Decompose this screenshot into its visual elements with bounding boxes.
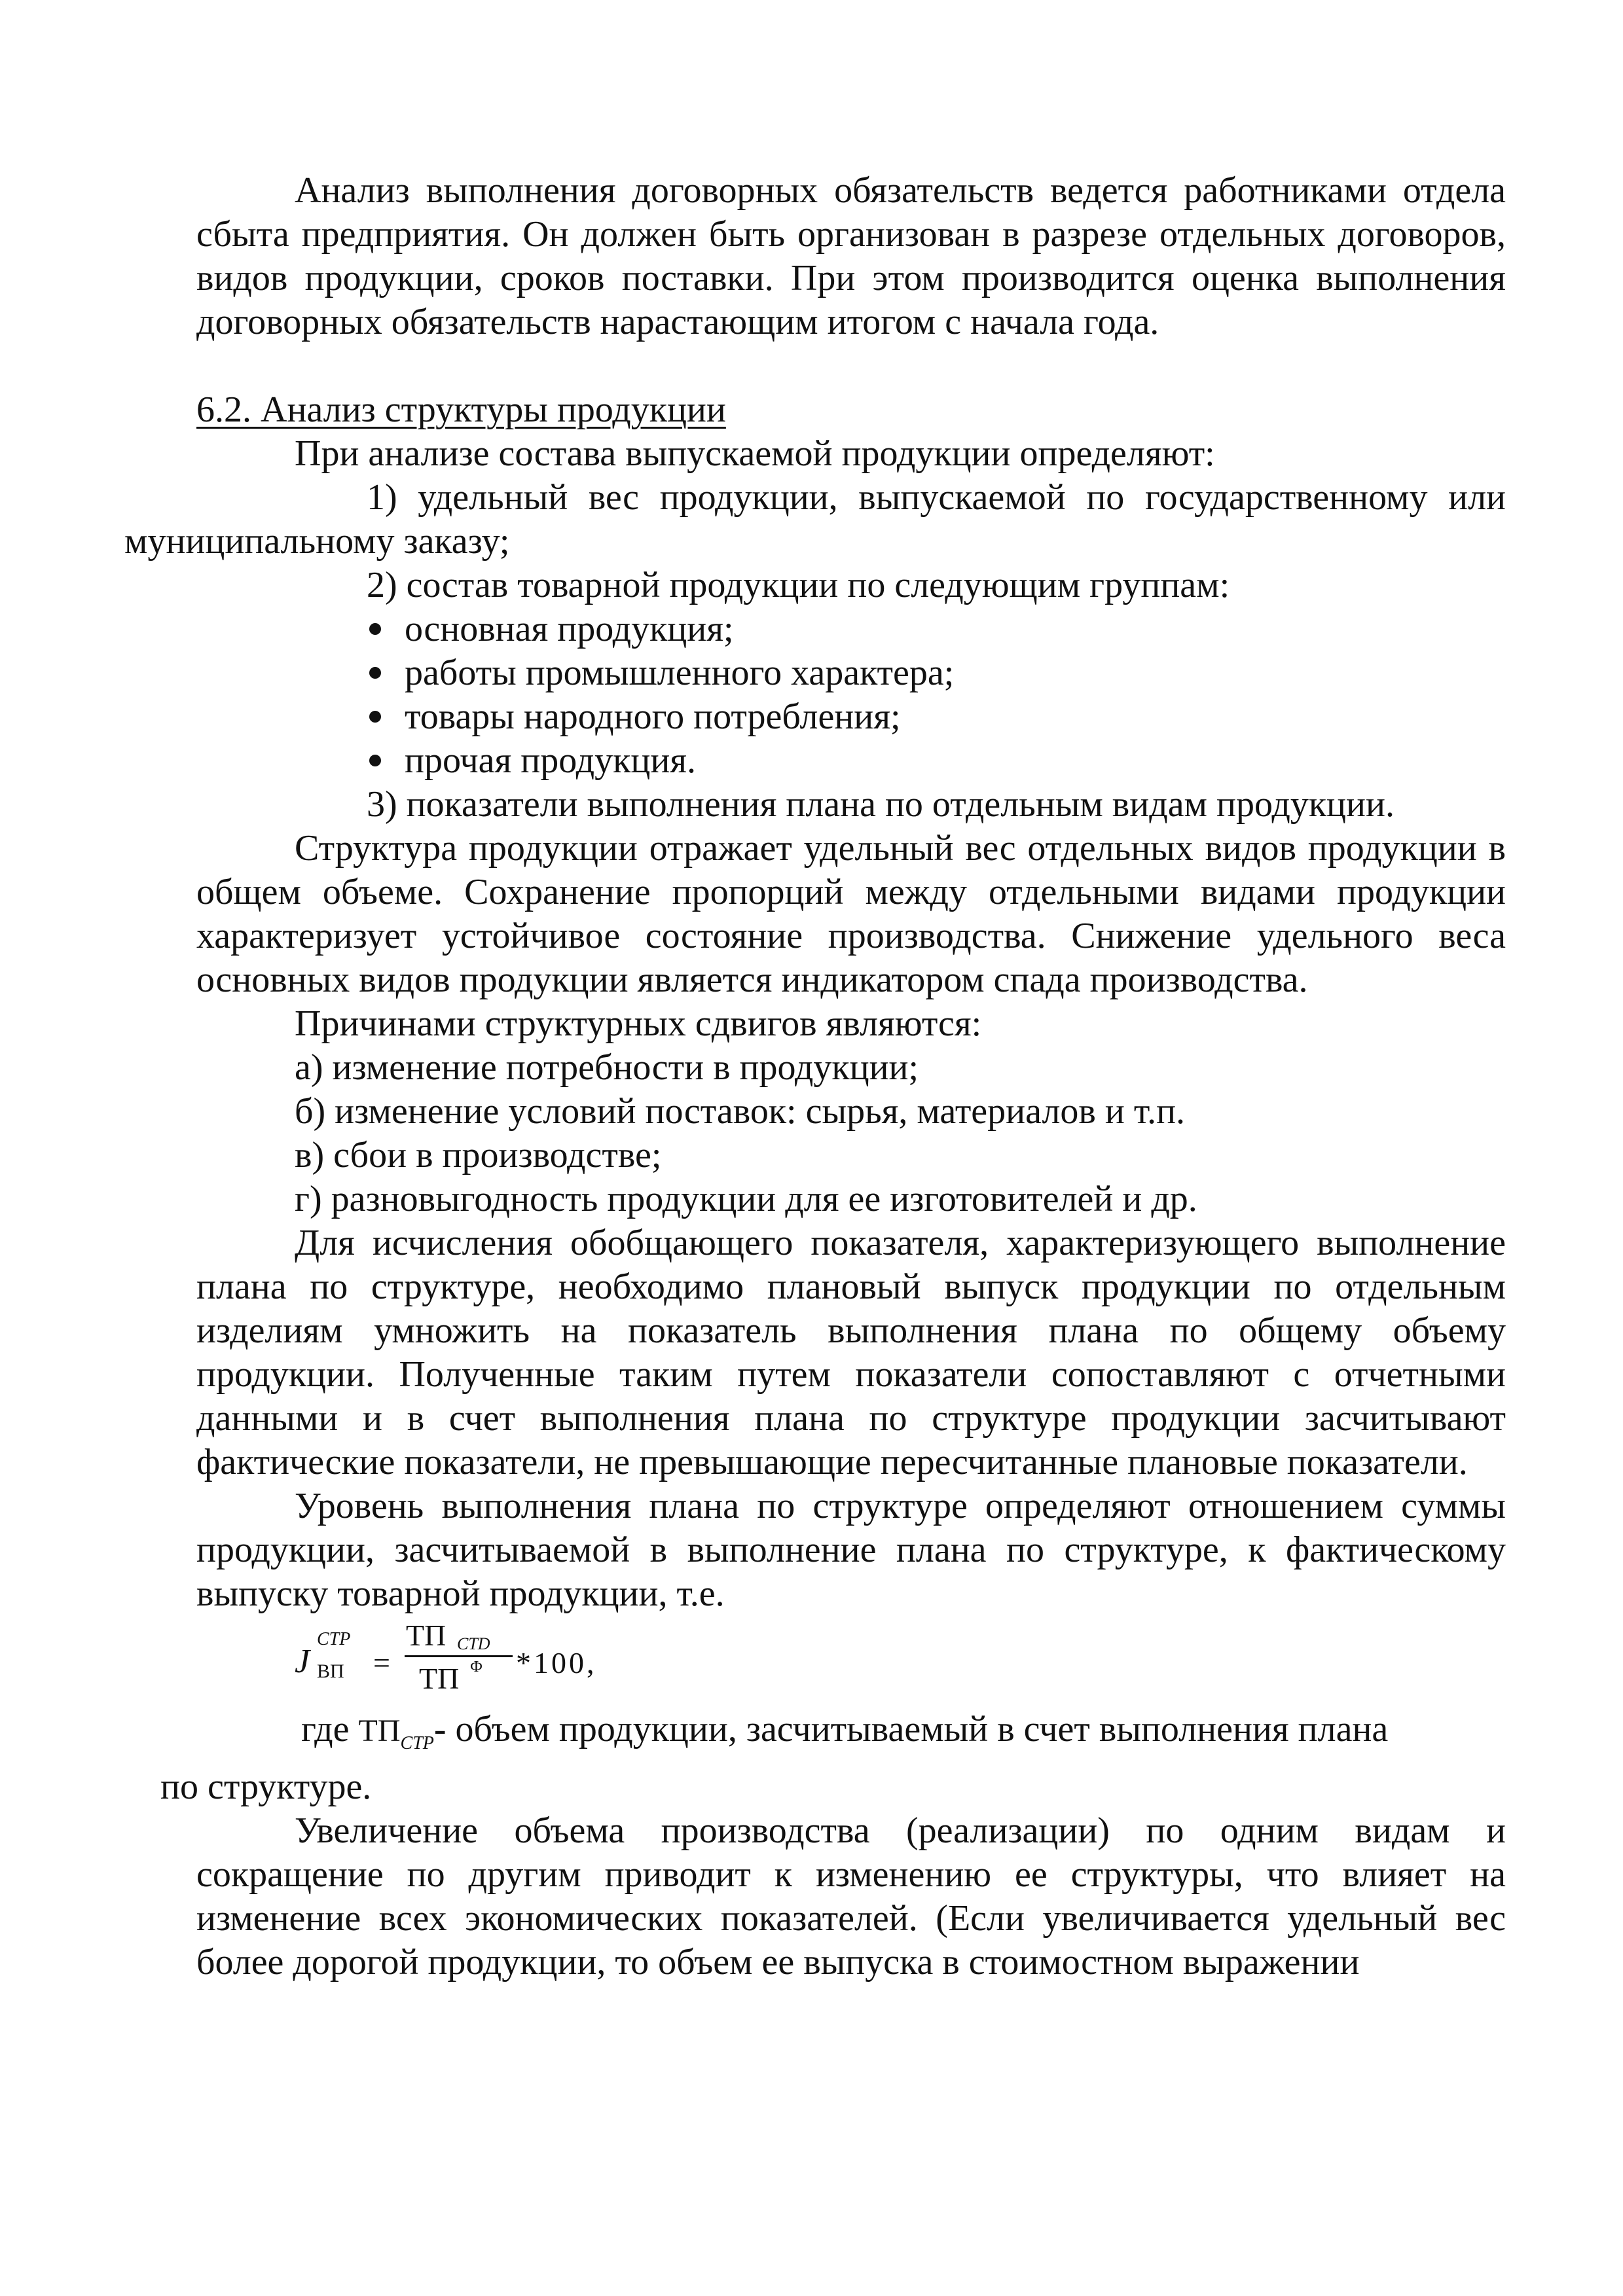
bullet-item bbox=[367, 739, 1506, 783]
paragraph-contract-analysis: Анализ выполнения договорных обязательств ведется работниками отдела сбыта предприятия. Он должен быть организован в разрезе отдельных договоров, видов продукции, сроков поставки. При этом производится оценка выполнения договорных обязательств нарастающим итогом с начала года. bbox=[196, 170, 1506, 342]
paragraph-shift-reasons-intro: Причинами структурных сдвигов являются: bbox=[295, 1003, 982, 1044]
paragraph-volume-change: Увеличение объема производства (реализации) по одним видам и сокращение по другим приводит к изменению ее структуры, что влияет на изменение всех экономических показателей. (Если увеличивается удельный вес более дорогой продукции, то объем ее выпуска в стоимостном выражении bbox=[196, 1810, 1506, 1982]
bullet-list bbox=[196, 607, 1506, 783]
bullet-item bbox=[367, 651, 1506, 695]
formula-equals: = bbox=[373, 1646, 390, 1679]
formula-numerator: ТП bbox=[406, 1619, 447, 1652]
paragraph-composition-intro: При анализе состава выпускаемой продукции определяют: bbox=[295, 433, 1215, 474]
formula-explanation-tp-subscript: СТР bbox=[400, 1733, 434, 1753]
bullet-text: прочая продукция. bbox=[405, 740, 697, 781]
formula-j-subscript: ВП bbox=[317, 1660, 344, 1682]
formula-denominator: ТП bbox=[419, 1662, 460, 1695]
bullet-dot-icon bbox=[369, 755, 381, 766]
formula-explanation-continuation: по структуре. bbox=[160, 1767, 372, 1807]
paragraph-generalized-indicator: Для исчисления обобщающего показателя, характеризующего выполнение плана по структуре, необходимо плановый выпуск продукции по отдельным изделиям умножить на показатель выполнения плана по общему объему продукции. Полученные таким путем показатели сопоставляют с отчетными данными и в счет выполнения плана по структуре продукции засчитывают фактические показатели, не превышающие пересчитанные плановые показатели. bbox=[196, 1223, 1506, 1482]
document-page bbox=[124, 169, 1506, 1984]
formula-explanation-tp: ТП bbox=[358, 1713, 401, 1748]
formula-explanation-text: - объем продукции, засчитываемый в счет выполнения плана bbox=[433, 1709, 1389, 1749]
reason-item-a: а) изменение потребности в продукции; bbox=[295, 1047, 919, 1088]
numbered-item-2: 2) состав товарной продукции по следующим группам: bbox=[367, 565, 1230, 605]
paragraph-gap bbox=[196, 344, 1506, 388]
bullet-item bbox=[367, 695, 1506, 739]
structure-formula bbox=[295, 1616, 1506, 1708]
paragraph-structure-definition: Структура продукции отражает удельный вес отдельных видов продукции в общем объеме. Сохранение пропорций между отдельными видами продукции характеризует устойчивое состояние производства. Снижение удельного веса основных видов продукции является индикатором спада производства. bbox=[196, 828, 1506, 1000]
bullet-item bbox=[367, 607, 1506, 651]
bullet-text: работы промышленного характера; bbox=[405, 653, 955, 693]
formula-multiplier: *100, bbox=[516, 1646, 597, 1679]
bullet-text: товары народного потребления; bbox=[405, 696, 901, 737]
numbered-item-1: 1) удельный вес продукции, выпускаемой по государственному или муниципальному заказу; bbox=[124, 477, 1506, 562]
formula-explanation-prefix: где bbox=[301, 1709, 350, 1749]
reason-item-b: б) изменение условий поставок: сырья, материалов и т.п. bbox=[295, 1091, 1186, 1132]
formula-fraction-bar bbox=[405, 1655, 513, 1657]
bullet-dot-icon bbox=[369, 667, 381, 679]
formula-explanation bbox=[160, 1708, 1506, 1765]
section-heading bbox=[196, 388, 1506, 432]
formula-denominator-superscript: Ф bbox=[470, 1659, 483, 1676]
paragraph-plan-level: Уровень выполнения плана по структуре определяют отношением суммы продукции, засчитываемой в выполнение плана по структуре, к фактическому выпуску товарной продукции, т.е. bbox=[196, 1486, 1506, 1614]
formula-j-symbol: J bbox=[295, 1643, 310, 1680]
bullet-text: основная продукция; bbox=[405, 609, 734, 649]
reason-item-v: в) сбои в производстве; bbox=[295, 1135, 662, 1175]
bullet-dot-icon bbox=[369, 711, 381, 723]
numbered-item-3: 3) показатели выполнения плана по отдельным видам продукции. bbox=[367, 784, 1395, 825]
formula-numerator-subscript: СТD bbox=[457, 1634, 490, 1653]
reason-item-g: г) разновыгодность продукции для ее изготовителей и др. bbox=[295, 1179, 1197, 1219]
section-heading-text: 6.2. Анализ структуры продукции bbox=[196, 389, 726, 430]
bullet-dot-icon bbox=[369, 623, 381, 635]
formula-j-superscript: СТР bbox=[317, 1629, 351, 1649]
